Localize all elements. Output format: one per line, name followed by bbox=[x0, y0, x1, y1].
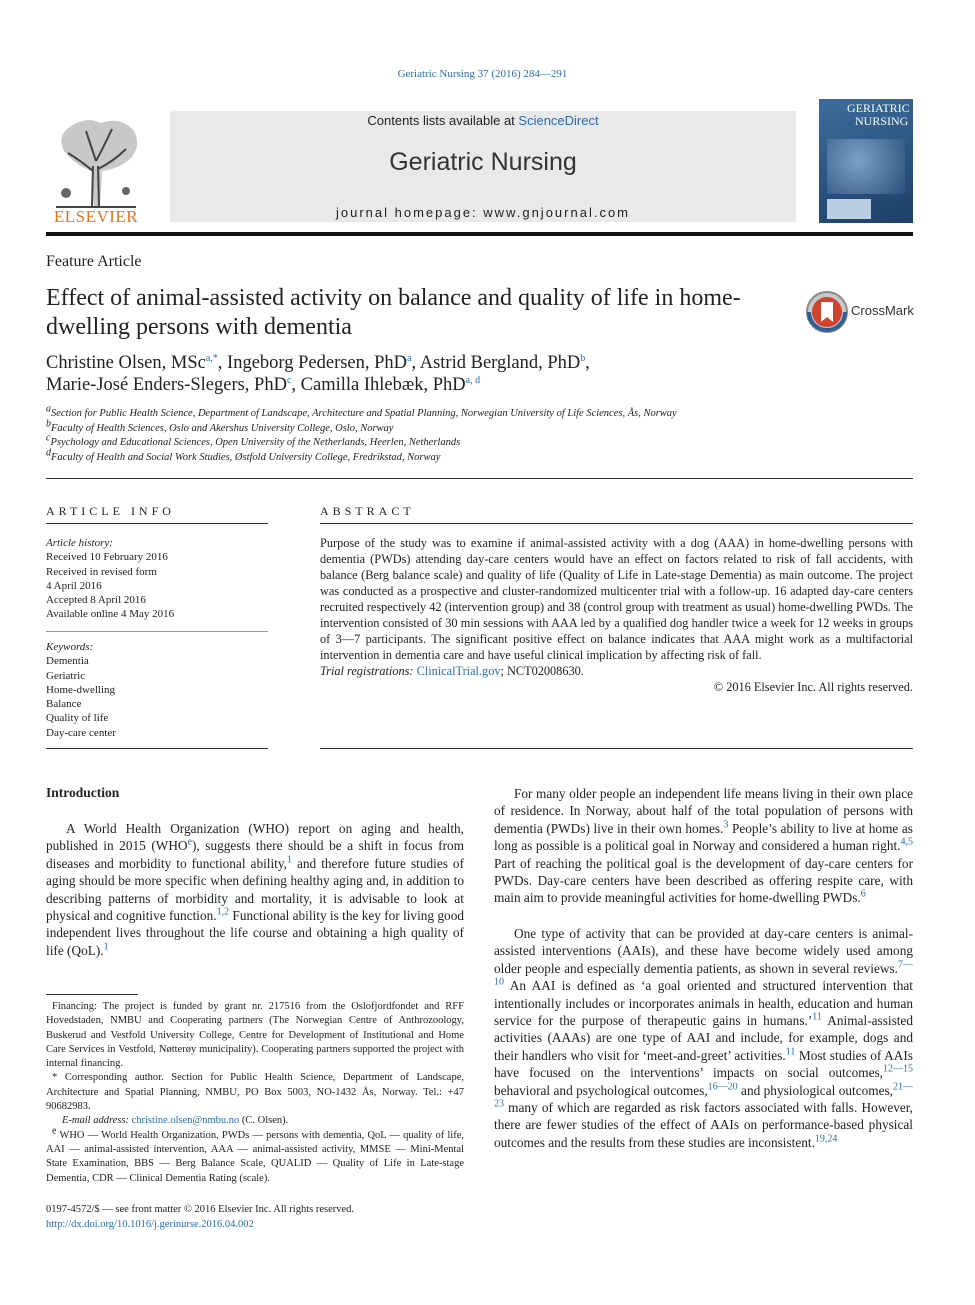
corresponding-note: * Corresponding author. Section for Public Health Science, Department of Landscape, Architecture and Spatial Planning, NMBU, PO Box 5003, NO-1432 Ås, Norway. Tel.: +47 90682983. bbox=[46, 1072, 464, 1113]
author[interactable] bbox=[301, 375, 480, 395]
crossmark-badge[interactable] bbox=[805, 290, 914, 339]
citation-ref[interactable]: 1,2 bbox=[216, 906, 230, 918]
journal-homepage[interactable]: journal homepage: www.gnjournal.com bbox=[335, 205, 630, 220]
text-run: ), suggests there should be a shift in focus from diseases and morbidity to functional ability, bbox=[46, 838, 464, 871]
abstract-text: Purpose of the study was to examine if animal-assisted activity with a dog (AAA) in home-dwelling persons with dementia (PWDs) attending day-care centers would have an effect on factors related to risk of fall accidents, with balance (Berg balance scale) and quality of life (Quality of Life in Late-stage Dementia) as main outcome. The project was conducted as a prospective and cluster-randomized multicenter trial with a follow-up. 16 adapted day-care centers recruited respectively 42 (intervention group) and 38 (control group with treatment as usual) home-dwelling PWDs. The intervention consisted of 30 min sessions with AAA led by a qualified dog handler twice a week for 12 weeks in groups of 3—7 participants. The significant positive effect on balance indicates that AAA might work as a multifactorial intervention in dementia care and have useful clinical implication by affecting risk of fall. bbox=[320, 536, 913, 662]
affiliation-text: Faculty of Health and Social Work Studies, Østfold University College, Fredrikstad, Norway bbox=[51, 451, 441, 463]
author-separator: , bbox=[217, 353, 228, 373]
elsevier-wordmark: ELSEVIER bbox=[53, 207, 139, 226]
citation-ref[interactable]: 1 bbox=[286, 854, 292, 866]
email-after: (C. Olsen). bbox=[239, 1115, 289, 1127]
affiliation-list bbox=[46, 403, 906, 465]
author-name: Astrid Bergland, PhD bbox=[419, 353, 581, 373]
text-run: An AAI is defined as ‘a goal oriented and structured intervention that intentionally includes or incorporates animals in health, education and human service for the purpose of therapeutic gains in humans.’ bbox=[494, 978, 913, 1029]
author-name: Ingeborg Pedersen, PhD bbox=[227, 353, 408, 373]
affiliation-sup: c bbox=[46, 432, 51, 444]
author-affiliation-sup[interactable]: c bbox=[286, 374, 292, 386]
copyright: © 2016 Elsevier Inc. All rights reserved. bbox=[713, 680, 913, 694]
keyword: Balance bbox=[46, 698, 82, 711]
body-paragraph bbox=[494, 785, 913, 907]
cover-title-line1: GERIATRIC bbox=[847, 101, 910, 115]
author[interactable] bbox=[46, 353, 218, 373]
journal-reference[interactable]: Geriatric Nursing 37 (2016) 284—291 bbox=[397, 68, 568, 80]
keywords bbox=[46, 640, 268, 740]
author-affiliation-sup[interactable]: a, d bbox=[465, 374, 481, 386]
email-note bbox=[46, 1114, 464, 1128]
clinicaltrial-link[interactable]: ClinicalTrial.gov bbox=[416, 664, 501, 678]
crossmark-label: CrossMark bbox=[851, 303, 914, 318]
affiliation-text: Faculty of Health Sciences, Oslo and Akershus University College, Oslo, Norway bbox=[51, 422, 394, 434]
email-label: E-mail address: bbox=[62, 1115, 132, 1127]
text-run: Functional ability is the key for living good independent lives throughout the life course and obtaining a high quality of life (QoL). bbox=[46, 908, 464, 958]
text-run: and therefore future studies of aging should be more specific when defining healthy aging and, in addition to describing patterns of morbidity and mortality, it is advisable to look at physical and cognitive function. bbox=[46, 855, 464, 924]
keyword: Day-care center bbox=[46, 726, 116, 739]
abbreviation-text: WHO — World Health Organization, PWDs — persons with dementia, QoL — quality of life, AAI — animal-assisted intervention, AAA — animal-assisted activity, MMSE — Mini-Mental State Examination, BBS — Berg Balance Scale, QUALID — Quality of Life in Late-stage Dementia, CDR — Clinical Dementia Rating (scale). bbox=[46, 1129, 464, 1184]
abstract-rule bbox=[320, 523, 913, 524]
abbreviation-sup: e bbox=[52, 1125, 57, 1137]
author-affiliation-sup[interactable]: a bbox=[407, 352, 412, 364]
affiliation-text: Psychology and Educational Sciences, Open University of the Netherlands, Heerlen, Netherlands bbox=[50, 437, 461, 448]
keyword: Dementia bbox=[46, 655, 89, 668]
trial-label: Trial registrations: bbox=[320, 664, 417, 678]
footnote-rule bbox=[46, 994, 138, 995]
keywords-rule bbox=[46, 748, 268, 749]
intro-heading: Introduction bbox=[46, 785, 120, 800]
affiliation bbox=[46, 403, 906, 422]
history-item: 4 April 2016 bbox=[46, 579, 102, 592]
history-item: Received 10 February 2016 bbox=[46, 551, 168, 564]
elsevier-tree-icon bbox=[46, 111, 146, 211]
keyword: Quality of life bbox=[46, 712, 109, 725]
keywords-label: Keywords: bbox=[46, 641, 94, 653]
article-title: Effect of animal-assisted activity on balance and quality of life in home-dwelling persons with dementia bbox=[46, 285, 741, 340]
email-link[interactable]: christine.olsen@nmbu.no bbox=[131, 1115, 240, 1127]
author-separator: , bbox=[585, 353, 590, 373]
author-name: Christine Olsen, MSc bbox=[46, 353, 206, 373]
author-separator: , bbox=[411, 353, 420, 373]
author-list bbox=[46, 352, 886, 396]
citation-ref[interactable]: 1 bbox=[103, 941, 109, 953]
text-run: One type of activity that can be provided at day-care centers is animal-assisted interventions (AAIs), and these have become widely used among older people and especially dementia patients, as shown in several reviews. bbox=[494, 926, 913, 976]
doi-link[interactable]: http://dx.doi.org/10.1016/j.gerinurse.2016.04.002 bbox=[46, 1218, 254, 1230]
author[interactable] bbox=[46, 375, 291, 395]
footnotes bbox=[46, 1000, 464, 1186]
affiliation-sup: b bbox=[46, 418, 51, 429]
journal-title: Geriatric Nursing bbox=[389, 148, 577, 176]
text-run: Animal-assisted activities (AAAs) are one type of AAI and include, for example, dogs and their handlers who visit for ‘meet-and-greet’ activities. bbox=[494, 1013, 913, 1063]
keyword: Geriatric bbox=[46, 669, 86, 682]
citation-ref[interactable]: 19,24 bbox=[814, 1133, 838, 1145]
affiliation-text: Section for Public Health Science, Department of Landscape, Architecture and Spatial Planning, Norwegian University of Life Sciences, Ås, Norway bbox=[51, 408, 677, 419]
contents-prefix: Contents lists available at bbox=[367, 113, 519, 128]
text-run: People’s ability to live at home as long as possible is a political goal in Norway and considered a human right. bbox=[494, 820, 913, 854]
financing-note: Financing: The project is funded by grant nr. 217516 from the Oslofjordfondet and RFF Hovedstaden, NMBU and Cooperating partners (The Norwegian Centre of Anthrozoology, Buskerud and Vestfold University College, Centre for Development of Institutional and Home Care Services in Vestfold, Nøtterøy municipality). Cooperating partners supported the project with internal financing. bbox=[46, 1001, 464, 1070]
history-label: Article history: bbox=[46, 537, 113, 549]
bottom-info bbox=[46, 1203, 354, 1232]
history-item: Received in revised form bbox=[46, 565, 157, 578]
affiliation bbox=[46, 418, 906, 437]
history-item: Accepted 8 April 2016 bbox=[46, 594, 146, 607]
citation-ref[interactable]: 7—10 bbox=[494, 959, 913, 988]
keyword: Home-dwelling bbox=[46, 683, 116, 696]
cover-artwork bbox=[827, 139, 905, 194]
author-name: Marie-José Enders-Slegers, PhD bbox=[46, 375, 287, 395]
journal-cover-image[interactable] bbox=[819, 99, 913, 223]
sciencedirect-link[interactable]: ScienceDirect bbox=[518, 113, 599, 128]
affiliation bbox=[46, 432, 906, 451]
article-info-heading: ARTICLE INFO bbox=[46, 504, 175, 518]
text-run: For many older people an independent life means living in their own place of residence. In Norway, about half of the total population of persons with dementia (PWDs) live in their own homes. bbox=[494, 786, 913, 836]
history-rule bbox=[46, 631, 268, 632]
contents-line bbox=[170, 113, 796, 128]
citation-ref[interactable]: 21—23 bbox=[494, 1081, 913, 1110]
author[interactable] bbox=[420, 353, 586, 373]
citation-ref[interactable]: 4,5 bbox=[900, 836, 913, 848]
citation-ref[interactable]: 3 bbox=[723, 819, 729, 831]
citation-ref[interactable]: 6 bbox=[860, 889, 866, 901]
citation-ref[interactable]: 11 bbox=[785, 1046, 796, 1058]
article-history bbox=[46, 536, 268, 622]
text-run: Part of reaching the political goal is the development of day-care centers for PWDs. Day-care centers have been described as offering respite care, with main aim to provide meaningful activities for home-dwelling PWDs. bbox=[494, 855, 913, 906]
text-run: many of which are regarded as risk factors associated with falls. However, there are fewer studies of the effect of AAIs on performance-based physical outcomes and the results from these studies are inconsistent. bbox=[494, 1100, 913, 1150]
citation-ref[interactable]: 12—15 bbox=[883, 1063, 913, 1075]
text-run: A World Health Organization (WHO) report on aging and health, published in 2015 (WHO bbox=[46, 821, 464, 854]
article-info-rule bbox=[46, 523, 268, 524]
affiliation-sup: a bbox=[46, 403, 51, 415]
cover-title-line2: NURSING bbox=[855, 114, 909, 128]
cover-inset bbox=[827, 199, 871, 219]
footnote-ref[interactable]: e bbox=[187, 836, 192, 848]
header-rule bbox=[46, 232, 913, 236]
crossmark-icon bbox=[805, 290, 849, 334]
author-separator: , bbox=[291, 375, 301, 395]
affiliation-sup: d bbox=[46, 447, 51, 458]
author-affiliation-sup[interactable]: a,* bbox=[205, 352, 218, 364]
abstract-heading: ABSTRACT bbox=[320, 504, 415, 518]
affiliation bbox=[46, 447, 906, 466]
abbreviation-note bbox=[46, 1125, 464, 1186]
article-type: Feature Article bbox=[46, 253, 142, 270]
issn-line: 0197-4572/$ — see front matter © 2016 Elsevier Inc. All rights reserved. bbox=[46, 1204, 355, 1215]
author[interactable] bbox=[227, 353, 411, 373]
citation-ref[interactable]: 11 bbox=[812, 1011, 822, 1023]
elsevier-logo[interactable] bbox=[46, 111, 146, 226]
text-run: Most studies of AAIs have focused on the interventions’ impacts on social outcomes, bbox=[494, 1047, 913, 1081]
author-affiliation-sup[interactable]: b bbox=[580, 352, 586, 364]
affiliation-rule bbox=[46, 478, 913, 479]
trial-registration bbox=[320, 663, 913, 679]
author-name: Camilla Ihlebæk, PhD bbox=[300, 375, 466, 395]
trial-id: ; NCT02008630. bbox=[500, 664, 584, 678]
abstract-end-rule bbox=[320, 748, 913, 749]
intro-paragraph bbox=[46, 820, 464, 959]
abstract-body bbox=[320, 535, 913, 695]
text-run: behavioral and psychological outcomes, bbox=[494, 1082, 708, 1098]
history-item: Available online 4 May 2016 bbox=[46, 608, 175, 621]
body-paragraph bbox=[494, 925, 913, 1151]
citation-ref[interactable]: 16—20 bbox=[707, 1081, 738, 1093]
text-run: and physiological outcomes, bbox=[737, 1082, 893, 1098]
